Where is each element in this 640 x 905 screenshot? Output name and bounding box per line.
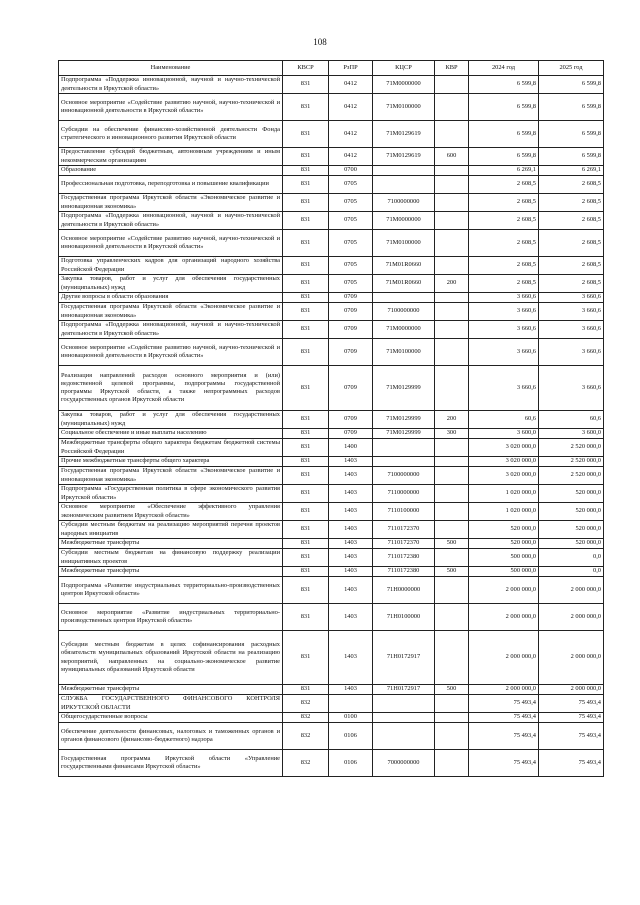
cell-kcsr: 71М0100000 (373, 339, 435, 366)
cell-kvsr: 831 (283, 194, 329, 212)
cell-rzpr: 1403 (329, 604, 373, 631)
cell-kvr (435, 321, 469, 339)
cell-kvr (435, 695, 469, 713)
cell-kvr (435, 457, 469, 467)
cell-kvr (435, 549, 469, 567)
cell-kvsr: 831 (283, 293, 329, 303)
cell-kcsr: 71М0129999 (373, 366, 435, 411)
cell-rzpr: 0700 (329, 166, 373, 176)
cell-kcsr: 71М0000000 (373, 212, 435, 230)
cell-name: Субсидии местным бюджетам в целях софинансирования расходных обязательств муниципальных образований Иркутской области на реализацию мероприятий, направленных на социально-экономическое развитие муниципальных образований Иркутской области (59, 631, 283, 685)
cell-2024: 1 020 000,0 (469, 485, 539, 503)
cell-2025: 2 608,5 (539, 212, 604, 230)
table-row (59, 604, 604, 631)
cell-kvr: 500 (435, 567, 469, 577)
cell-2025: 2 520 000,0 (539, 457, 604, 467)
table-row (59, 750, 604, 777)
cell-name: Государственная программа Иркутской области «Экономическое развитие и инновационная экономика» (59, 194, 283, 212)
cell-2024: 6 599,8 (469, 76, 539, 94)
cell-kvsr: 831 (283, 275, 329, 293)
cell-rzpr: 1400 (329, 439, 373, 457)
table-row (59, 275, 604, 293)
cell-kvr (435, 76, 469, 94)
cell-2024: 2 608,5 (469, 275, 539, 293)
table-row (59, 457, 604, 467)
cell-2024: 2 608,5 (469, 194, 539, 212)
cell-name: Подпрограмма «Поддержка инновационной, научной и научно-технической деятельности в Иркутской области» (59, 212, 283, 230)
cell-kcsr: 71М0129619 (373, 148, 435, 166)
table-row (59, 467, 604, 485)
header-kvr: КВР (435, 61, 469, 76)
cell-2024: 75 493,4 (469, 695, 539, 713)
cell-name: Социальное обеспечение и иные выплаты населению (59, 429, 283, 439)
cell-2025: 3 600,0 (539, 429, 604, 439)
cell-rzpr: 0709 (329, 429, 373, 439)
cell-kvsr: 832 (283, 695, 329, 713)
cell-kvr: 200 (435, 275, 469, 293)
cell-kvr (435, 293, 469, 303)
table-row (59, 257, 604, 275)
cell-kvsr: 831 (283, 604, 329, 631)
cell-2025: 2 000 000,0 (539, 685, 604, 695)
cell-kcsr (373, 293, 435, 303)
cell-2025: 6 269,1 (539, 166, 604, 176)
cell-2024: 500 000,0 (469, 567, 539, 577)
cell-rzpr: 0709 (329, 293, 373, 303)
cell-rzpr: 1403 (329, 549, 373, 567)
header-kcsr: КЦСР (373, 61, 435, 76)
cell-2024: 6 599,8 (469, 148, 539, 166)
table-row (59, 339, 604, 366)
cell-2024: 3 020 000,0 (469, 467, 539, 485)
cell-2024: 2 000 000,0 (469, 604, 539, 631)
cell-kvr (435, 577, 469, 604)
cell-kvsr: 831 (283, 230, 329, 257)
cell-kvsr: 831 (283, 429, 329, 439)
cell-name: Основное мероприятие «Развитие индустриальных территориально-производственных центров Иркутской области» (59, 604, 283, 631)
cell-name: Межбюджетные трансферты (59, 539, 283, 549)
table-row (59, 539, 604, 549)
cell-2024: 75 493,4 (469, 723, 539, 750)
cell-kcsr: 7110172380 (373, 549, 435, 567)
cell-kcsr: 71М0129619 (373, 121, 435, 148)
cell-2024: 3 660,6 (469, 321, 539, 339)
cell-rzpr: 0709 (329, 303, 373, 321)
cell-2024: 6 599,8 (469, 121, 539, 148)
cell-2025: 520 000,0 (539, 485, 604, 503)
table-row (59, 577, 604, 604)
cell-kvr (435, 503, 469, 521)
cell-2024: 2 608,5 (469, 212, 539, 230)
cell-2024: 6 599,8 (469, 94, 539, 121)
cell-kvr (435, 166, 469, 176)
cell-kcsr: 71Н0172917 (373, 685, 435, 695)
cell-2025: 75 493,4 (539, 695, 604, 713)
cell-2025: 2 608,5 (539, 257, 604, 275)
table-row (59, 230, 604, 257)
cell-kvsr: 831 (283, 685, 329, 695)
cell-kvr: 200 (435, 411, 469, 429)
page-number: 108 (313, 37, 327, 47)
cell-kcsr (373, 713, 435, 723)
cell-2024: 520 000,0 (469, 521, 539, 539)
cell-kvr (435, 121, 469, 148)
cell-kvr (435, 604, 469, 631)
cell-2025: 520 000,0 (539, 521, 604, 539)
header-rzpr: РзПР (329, 61, 373, 76)
cell-name: Подпрограмма «Развитие индустриальных территориально-производственных центров Иркутской области» (59, 577, 283, 604)
cell-kvsr: 831 (283, 321, 329, 339)
cell-2024: 2 000 000,0 (469, 631, 539, 685)
header-2025: 2025 год (539, 61, 604, 76)
cell-rzpr: 0412 (329, 148, 373, 166)
cell-kvsr: 831 (283, 257, 329, 275)
cell-kcsr: 71Н0172917 (373, 631, 435, 685)
cell-kcsr (373, 457, 435, 467)
cell-name: Субсидии на обеспечение финансово-хозяйственной деятельности Фонда стратегического и инновационного развития Иркутской области (59, 121, 283, 148)
table-row (59, 631, 604, 685)
cell-2025: 3 660,6 (539, 293, 604, 303)
cell-kcsr (373, 439, 435, 457)
cell-2025: 2 520 000,0 (539, 467, 604, 485)
cell-2025: 6 599,8 (539, 121, 604, 148)
cell-kvr: 600 (435, 148, 469, 166)
cell-name: Подпрограмма «Государственная политика в сфере экономического развития Иркутской области» (59, 485, 283, 503)
cell-kvr (435, 750, 469, 777)
cell-rzpr: 1403 (329, 539, 373, 549)
cell-name: Основное мероприятие «Обеспечение эффективного управления экономическим развитием Иркутской области» (59, 503, 283, 521)
cell-2024: 2 608,5 (469, 230, 539, 257)
table-row (59, 549, 604, 567)
cell-kvr (435, 257, 469, 275)
cell-kcsr: 7110100000 (373, 503, 435, 521)
table-row (59, 121, 604, 148)
table-row (59, 567, 604, 577)
cell-name: Образование (59, 166, 283, 176)
cell-name: Основное мероприятие «Содействие развитию научной, научно-технической и инновационной деятельности в Иркутской области» (59, 94, 283, 121)
cell-rzpr: 0412 (329, 76, 373, 94)
cell-kvr (435, 339, 469, 366)
cell-2024: 2 000 000,0 (469, 577, 539, 604)
cell-kvsr: 831 (283, 339, 329, 366)
cell-rzpr: 0709 (329, 339, 373, 366)
cell-kvr (435, 212, 469, 230)
cell-kvr (435, 713, 469, 723)
table-row (59, 166, 604, 176)
cell-2024: 1 020 000,0 (469, 503, 539, 521)
cell-2024: 3 660,6 (469, 293, 539, 303)
cell-name: Подготовка управленческих кадров для организаций народного хозяйства Российской Федерации (59, 257, 283, 275)
cell-2025: 0,0 (539, 549, 604, 567)
cell-kvr (435, 631, 469, 685)
cell-rzpr: 0705 (329, 212, 373, 230)
cell-2025: 0,0 (539, 567, 604, 577)
cell-kvsr: 831 (283, 439, 329, 457)
table-row (59, 439, 604, 457)
cell-name: Государственная программа Иркутской области «Управление государственными финансами Иркутской области» (59, 750, 283, 777)
cell-2025: 6 599,8 (539, 76, 604, 94)
cell-name: Профессиональная подготовка, переподготовка и повышение квалификации (59, 176, 283, 194)
cell-name: Подпрограмма «Поддержка инновационной, научной и научно-технической деятельности в Иркутской области» (59, 321, 283, 339)
cell-2025: 6 599,8 (539, 94, 604, 121)
cell-kvsr: 831 (283, 303, 329, 321)
cell-kvsr: 831 (283, 457, 329, 467)
table-row (59, 429, 604, 439)
table-row (59, 321, 604, 339)
cell-kvsr: 831 (283, 467, 329, 485)
cell-kvsr: 831 (283, 485, 329, 503)
table-row (59, 212, 604, 230)
cell-name: Обеспечение деятельности финансовых, налоговых и таможенных органов и органов финансового (финансово-бюджетного) надзора (59, 723, 283, 750)
cell-2025: 2 520 000,0 (539, 439, 604, 457)
cell-kcsr: 71М01R0660 (373, 275, 435, 293)
cell-rzpr: 0709 (329, 411, 373, 429)
cell-kvr (435, 194, 469, 212)
cell-2025: 2 608,5 (539, 230, 604, 257)
cell-name: Предоставление субсидий бюджетным, автономным учреждениям и иным некоммерческим организациям (59, 148, 283, 166)
cell-2024: 520 000,0 (469, 539, 539, 549)
cell-rzpr: 0100 (329, 713, 373, 723)
cell-name: Закупка товаров, работ и услуг для обеспечения государственных (муниципальных) нужд (59, 411, 283, 429)
cell-2025: 2 000 000,0 (539, 577, 604, 604)
cell-2024: 2 000 000,0 (469, 685, 539, 695)
table-row (59, 503, 604, 521)
cell-rzpr: 1403 (329, 521, 373, 539)
cell-kvsr: 831 (283, 549, 329, 567)
table-row (59, 176, 604, 194)
cell-kvsr: 831 (283, 176, 329, 194)
cell-2024: 75 493,4 (469, 713, 539, 723)
cell-2024: 75 493,4 (469, 750, 539, 777)
cell-kvsr: 831 (283, 577, 329, 604)
cell-rzpr: 1403 (329, 457, 373, 467)
table-row (59, 148, 604, 166)
header-2024: 2024 год (469, 61, 539, 76)
cell-kvsr: 831 (283, 148, 329, 166)
cell-rzpr: 0106 (329, 750, 373, 777)
cell-kvsr: 831 (283, 212, 329, 230)
table-row (59, 521, 604, 539)
cell-name: Межбюджетные трансферты (59, 685, 283, 695)
cell-2025: 60,6 (539, 411, 604, 429)
cell-kvsr: 832 (283, 750, 329, 777)
cell-kvr (435, 723, 469, 750)
cell-name: Подпрограмма «Поддержка инновационной, научной и научно-технической деятельности в Иркутской области» (59, 76, 283, 94)
cell-kvr: 500 (435, 539, 469, 549)
cell-kcsr: 71М0129999 (373, 411, 435, 429)
cell-rzpr: 1403 (329, 577, 373, 604)
cell-kcsr (373, 166, 435, 176)
cell-kvsr: 831 (283, 631, 329, 685)
cell-2025: 2 608,5 (539, 194, 604, 212)
cell-2025: 75 493,4 (539, 750, 604, 777)
cell-kcsr: 7100000000 (373, 467, 435, 485)
cell-kcsr: 7110172370 (373, 539, 435, 549)
cell-kcsr: 71М0129999 (373, 429, 435, 439)
cell-name: Прочие межбюджетные трансферты общего характера (59, 457, 283, 467)
table-header-row (59, 61, 604, 76)
cell-kvsr: 831 (283, 539, 329, 549)
cell-name: СЛУЖБА ГОСУДАРСТВЕННОГО ФИНАНСОВОГО КОНТРОЛЯ ИРКУТСКОЙ ОБЛАСТИ (59, 695, 283, 713)
cell-kvsr: 831 (283, 121, 329, 148)
cell-2025: 520 000,0 (539, 539, 604, 549)
cell-kcsr: 71М01R0660 (373, 257, 435, 275)
cell-2024: 3 020 000,0 (469, 439, 539, 457)
cell-rzpr: 0709 (329, 366, 373, 411)
cell-kvsr: 832 (283, 723, 329, 750)
cell-kvsr: 831 (283, 521, 329, 539)
cell-kvr (435, 485, 469, 503)
cell-kvr (435, 439, 469, 457)
cell-rzpr: 1403 (329, 631, 373, 685)
cell-kcsr: 71М0100000 (373, 94, 435, 121)
cell-rzpr: 0705 (329, 257, 373, 275)
cell-2025: 2 000 000,0 (539, 604, 604, 631)
cell-name: Межбюджетные трансферты общего характера бюджетам бюджетной системы Российской Федерации (59, 439, 283, 457)
cell-2024: 60,6 (469, 411, 539, 429)
cell-kvsr: 831 (283, 94, 329, 121)
cell-rzpr: 0412 (329, 94, 373, 121)
cell-name: Другие вопросы в области образования (59, 293, 283, 303)
cell-2025: 2 000 000,0 (539, 631, 604, 685)
cell-kvsr: 831 (283, 76, 329, 94)
budget-table (58, 60, 604, 777)
cell-kvsr: 831 (283, 366, 329, 411)
cell-name: Государственная программа Иркутской области «Экономическое развитие и инновационная экономика» (59, 467, 283, 485)
cell-2024: 3 600,0 (469, 429, 539, 439)
cell-kcsr: 71М0000000 (373, 321, 435, 339)
cell-kcsr: 71М0000000 (373, 76, 435, 94)
cell-kvr: 500 (435, 685, 469, 695)
cell-rzpr: 0705 (329, 230, 373, 257)
cell-2025: 2 608,5 (539, 275, 604, 293)
cell-name: Государственная программа Иркутской области «Экономическое развитие и инновационная экономика» (59, 303, 283, 321)
cell-rzpr: 0705 (329, 275, 373, 293)
cell-kvr (435, 230, 469, 257)
cell-2025: 3 660,6 (539, 339, 604, 366)
cell-2025: 3 660,6 (539, 366, 604, 411)
cell-kvr (435, 303, 469, 321)
header-kvsr: КВСР (283, 61, 329, 76)
cell-kvr (435, 467, 469, 485)
cell-rzpr: 0705 (329, 176, 373, 194)
table-row (59, 293, 604, 303)
cell-kcsr: 71М0100000 (373, 230, 435, 257)
cell-2024: 2 608,5 (469, 176, 539, 194)
cell-kcsr (373, 723, 435, 750)
cell-kvsr: 831 (283, 411, 329, 429)
cell-kcsr (373, 176, 435, 194)
cell-rzpr: 1403 (329, 485, 373, 503)
cell-kcsr: 71Н0100000 (373, 604, 435, 631)
table-row (59, 194, 604, 212)
cell-kcsr: 7110000000 (373, 485, 435, 503)
cell-2025: 520 000,0 (539, 503, 604, 521)
cell-kcsr: 71Н0000000 (373, 577, 435, 604)
cell-2024: 3 660,6 (469, 339, 539, 366)
cell-2024: 500 000,0 (469, 549, 539, 567)
table-row (59, 411, 604, 429)
cell-2025: 3 660,6 (539, 303, 604, 321)
table-row (59, 303, 604, 321)
cell-kcsr: 7110172380 (373, 567, 435, 577)
cell-rzpr: 1403 (329, 503, 373, 521)
cell-kvsr: 831 (283, 166, 329, 176)
cell-rzpr: 0412 (329, 121, 373, 148)
cell-2024: 2 608,5 (469, 257, 539, 275)
table-row (59, 713, 604, 723)
cell-name: Основное мероприятие «Содействие развитию научной, научно-технической и инновационной деятельности в Иркутской области» (59, 230, 283, 257)
cell-rzpr: 0705 (329, 194, 373, 212)
cell-kcsr: 7100000000 (373, 303, 435, 321)
cell-kvsr: 832 (283, 713, 329, 723)
cell-2024: 6 269,1 (469, 166, 539, 176)
table-row (59, 695, 604, 713)
header-name: Наименование (59, 61, 283, 76)
cell-name: Закупка товаров, работ и услуг для обеспечения государственных (муниципальных) нужд (59, 275, 283, 293)
cell-2024: 3 020 000,0 (469, 457, 539, 467)
cell-kcsr: 7100000000 (373, 194, 435, 212)
cell-kcsr: 7110172370 (373, 521, 435, 539)
cell-name: Субсидии местным бюджетам на реализацию мероприятий перечня проектов народных инициатив (59, 521, 283, 539)
cell-name: Субсидии местным бюджетам на финансовую поддержку реализации инициативных проектов (59, 549, 283, 567)
cell-name: Межбюджетные трансферты (59, 567, 283, 577)
cell-name: Общегосударственные вопросы (59, 713, 283, 723)
cell-kvr: 300 (435, 429, 469, 439)
table-row (59, 485, 604, 503)
cell-kvr (435, 94, 469, 121)
cell-2025: 75 493,4 (539, 723, 604, 750)
table-row (59, 76, 604, 94)
cell-rzpr: 0709 (329, 321, 373, 339)
cell-2025: 6 599,8 (539, 148, 604, 166)
cell-rzpr: 1403 (329, 685, 373, 695)
cell-kcsr (373, 695, 435, 713)
cell-2025: 3 660,6 (539, 321, 604, 339)
cell-kvr (435, 176, 469, 194)
cell-2024: 3 660,6 (469, 366, 539, 411)
cell-rzpr: 0106 (329, 723, 373, 750)
cell-rzpr: 1403 (329, 567, 373, 577)
cell-kcsr: 7000000000 (373, 750, 435, 777)
table-row (59, 723, 604, 750)
cell-kvr (435, 521, 469, 539)
table-row (59, 366, 604, 411)
table-row (59, 94, 604, 121)
cell-2025: 2 608,5 (539, 176, 604, 194)
cell-kvsr: 831 (283, 503, 329, 521)
cell-2025: 75 493,4 (539, 713, 604, 723)
cell-kvr (435, 366, 469, 411)
cell-name: Основное мероприятие «Содействие развитию научной, научно-технической и инновационной деятельности в Иркутской области» (59, 339, 283, 366)
cell-name: Реализация направлений расходов основного мероприятия и (или) ведомственной целевой программы, подпрограммы государственной программы Иркутской области, а также непрограммных расходов государственных органов Иркутской области (59, 366, 283, 411)
cell-rzpr (329, 695, 373, 713)
table-row (59, 685, 604, 695)
cell-rzpr: 1403 (329, 467, 373, 485)
cell-kvsr: 831 (283, 567, 329, 577)
cell-2024: 3 660,6 (469, 303, 539, 321)
